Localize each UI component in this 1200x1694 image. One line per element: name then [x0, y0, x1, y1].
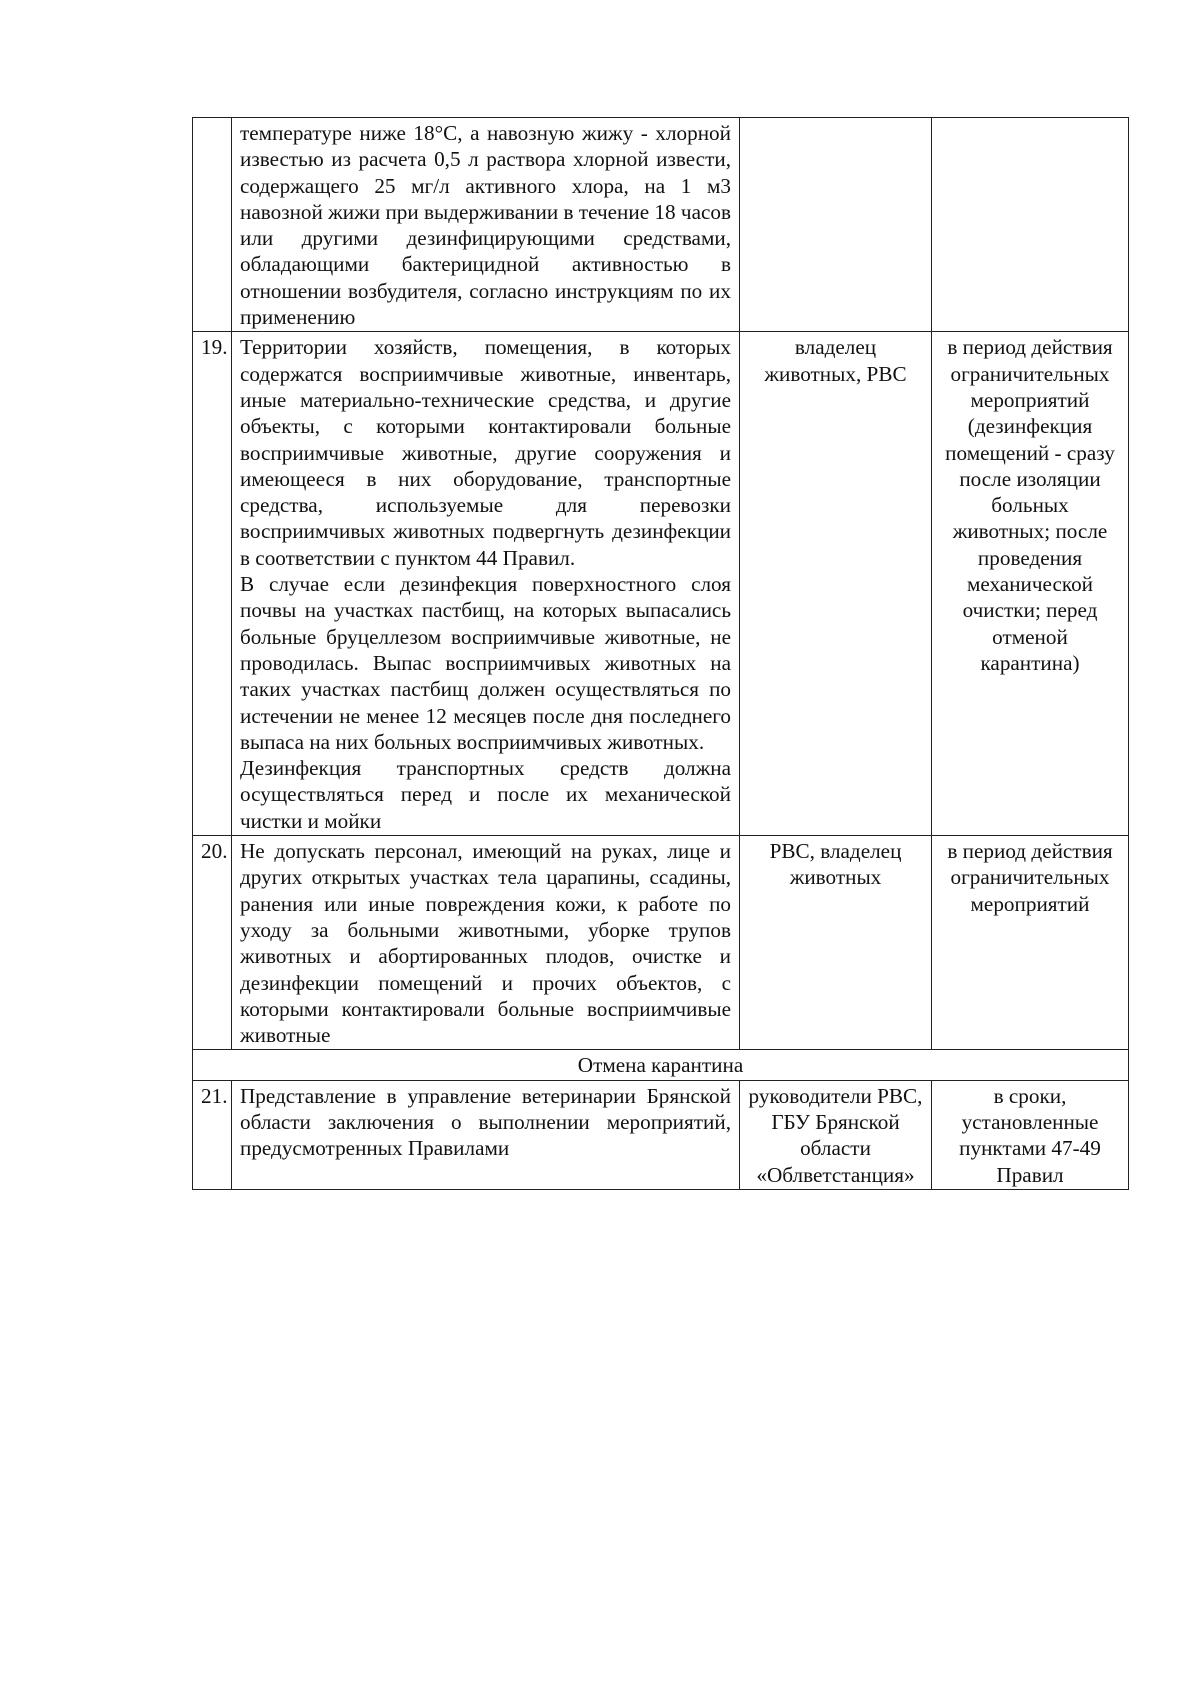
table-row [193, 118, 1129, 332]
responsible-party: РВС, владелец животных [740, 836, 932, 1050]
measure-paragraph: Не допускать персонал, имеющий на руках, лице и других открытых участках тела царапины, ссадины, ранения или иные повреждения кожи, к работе по уходу за больными животными, уборке трупов животных и абортированных плодов, очистке и дезинфекции помещений и прочих объектов, с которыми контактировали больные восприимчивые животные [240, 839, 731, 1048]
measure-paragraph: В случае если дезинфекция поверхностного слоя почвы на участках пастбищ, на которых выпасались больные бруцеллезом восприимчивые животные, не проводилась. Выпас восприимчивых животных на таких участках пастбищ должен осуществляться по истечении не менее 12 месяцев после дня последнего выпаса на них больных восприимчивых животных. [240, 572, 731, 754]
deadline: в период действия ограничительных мероприятий (дезинфекция помещений - сразу после изоляции больных животных; после проведения механической очистки; перед отменой карантина) [932, 332, 1129, 836]
deadline: в сроки, установленные пунктами 47-49 Правил [932, 1080, 1129, 1189]
deadline [932, 118, 1129, 332]
row-number [193, 118, 232, 332]
measure-description [232, 332, 740, 836]
measure-paragraph: Представление в управление ветеринарии Брянской области заключения о выполнении мероприятий, предусмотренных Правилами [240, 1083, 731, 1161]
measure-paragraph: Дезинфекция транспортных средств должна осуществляться перед и после их механической чистки и мойки [240, 756, 731, 833]
measure-description [232, 118, 740, 332]
row-number: 21. [193, 1080, 232, 1189]
section-header-row [193, 1050, 1129, 1080]
deadline: в период действия ограничительных мероприятий [932, 836, 1129, 1050]
measures-table [192, 117, 1129, 1190]
measure-paragraph: Территории хозяйств, помещения, в которых содержатся восприимчивые животные, инвентарь, иные материально-технические средства, и другие объекты, с которыми контактировали больные восприимчивые животные, другие сооружения и имеющееся в них оборудование, транспортные средства, используемые для перевозки восприимчивых животных подвергнуть дезинфекции в соответствии с пунктом 44 Правил. [240, 335, 731, 570]
measure-paragraph: температуре ниже 18°С, а навозную жижу - хлорной известью из расчета 0,5 л раствора хлорной извести, содержащего 25 мг/л активного хлора, на 1 м3 навозной жижи при выдерживании в течение 18 часов или другими дезинфицирующими средствами, обладающими бактерицидной активностью в отношении возбудителя, согласно инструкциям по их применению [240, 121, 731, 330]
table-row [193, 1080, 1129, 1189]
table-row [193, 332, 1129, 836]
table-row [193, 836, 1129, 1050]
row-number: 19. [193, 332, 232, 836]
measure-description [232, 836, 740, 1050]
responsible-party: владелец животных, РВС [740, 332, 932, 836]
measure-description [232, 1080, 740, 1189]
row-number: 20. [193, 836, 232, 1050]
responsible-party [740, 118, 932, 332]
responsible-party: руководители РВС, ГБУ Брянской области «Облветстанция» [740, 1080, 932, 1189]
section-title: Отмена карантина [193, 1050, 1129, 1080]
